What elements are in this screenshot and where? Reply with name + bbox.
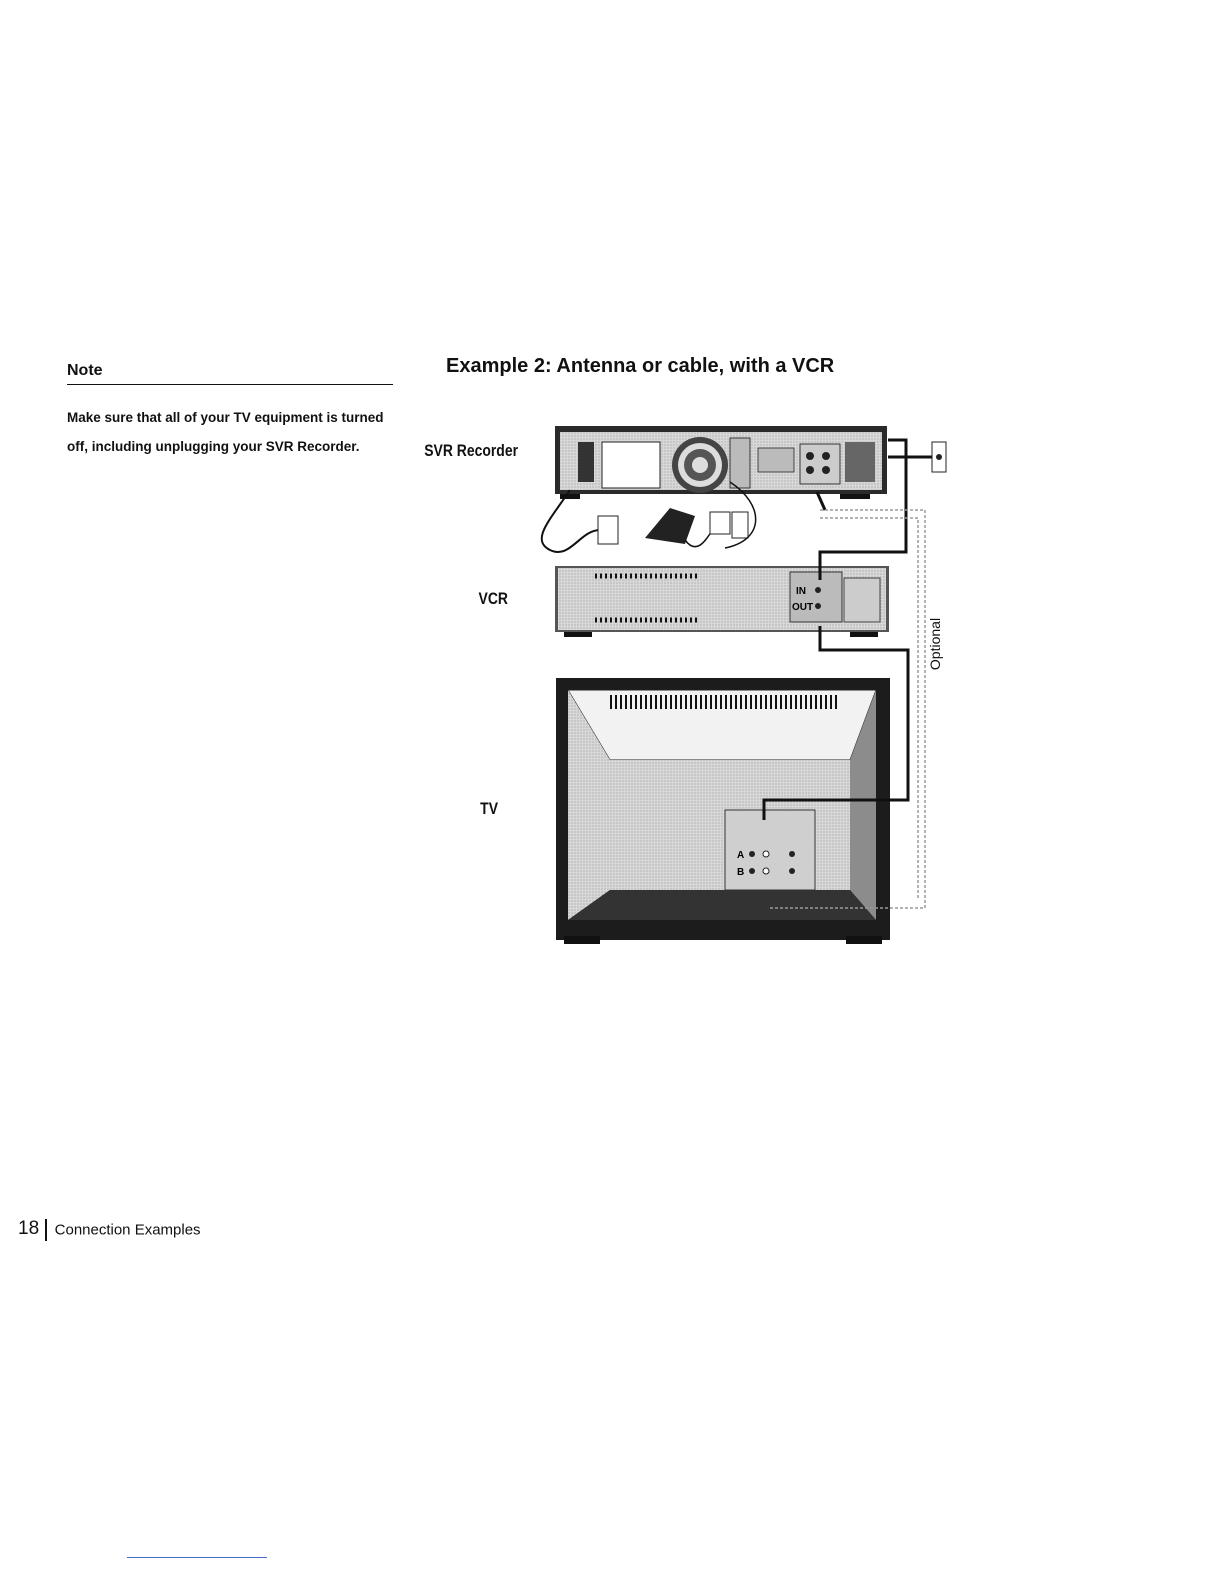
optional-label: Optional	[927, 617, 943, 671]
vcr-illustration	[555, 566, 889, 637]
page-number: 18	[18, 1218, 40, 1239]
note-heading: Note	[67, 362, 393, 385]
wall-jack-illustration	[888, 442, 946, 472]
example-title: Example 2: Antenna or cable, with a VCR	[446, 355, 835, 377]
note-body: Make sure that all of your TV equipment is turned off, including unplugging your SVR Recorder.	[67, 410, 384, 454]
vcr-in-label: IN	[796, 586, 806, 597]
page-footer	[18, 1218, 201, 1241]
vcr-label: VCR	[478, 589, 508, 608]
footer-divider	[45, 1219, 47, 1241]
section-name: Connection Examples	[54, 1221, 201, 1239]
connection-diagram	[520, 420, 950, 950]
svr-recorder-illustration	[555, 426, 887, 499]
bottom-rule	[127, 1557, 267, 1558]
tv-row-b-label: B	[737, 867, 745, 878]
tv-label: TV	[480, 799, 498, 818]
tv-row-a-label: A	[737, 850, 745, 861]
vcr-out-label: OUT	[792, 602, 814, 613]
tv-illustration	[556, 678, 890, 944]
svr-label: SVR Recorder	[424, 441, 518, 460]
